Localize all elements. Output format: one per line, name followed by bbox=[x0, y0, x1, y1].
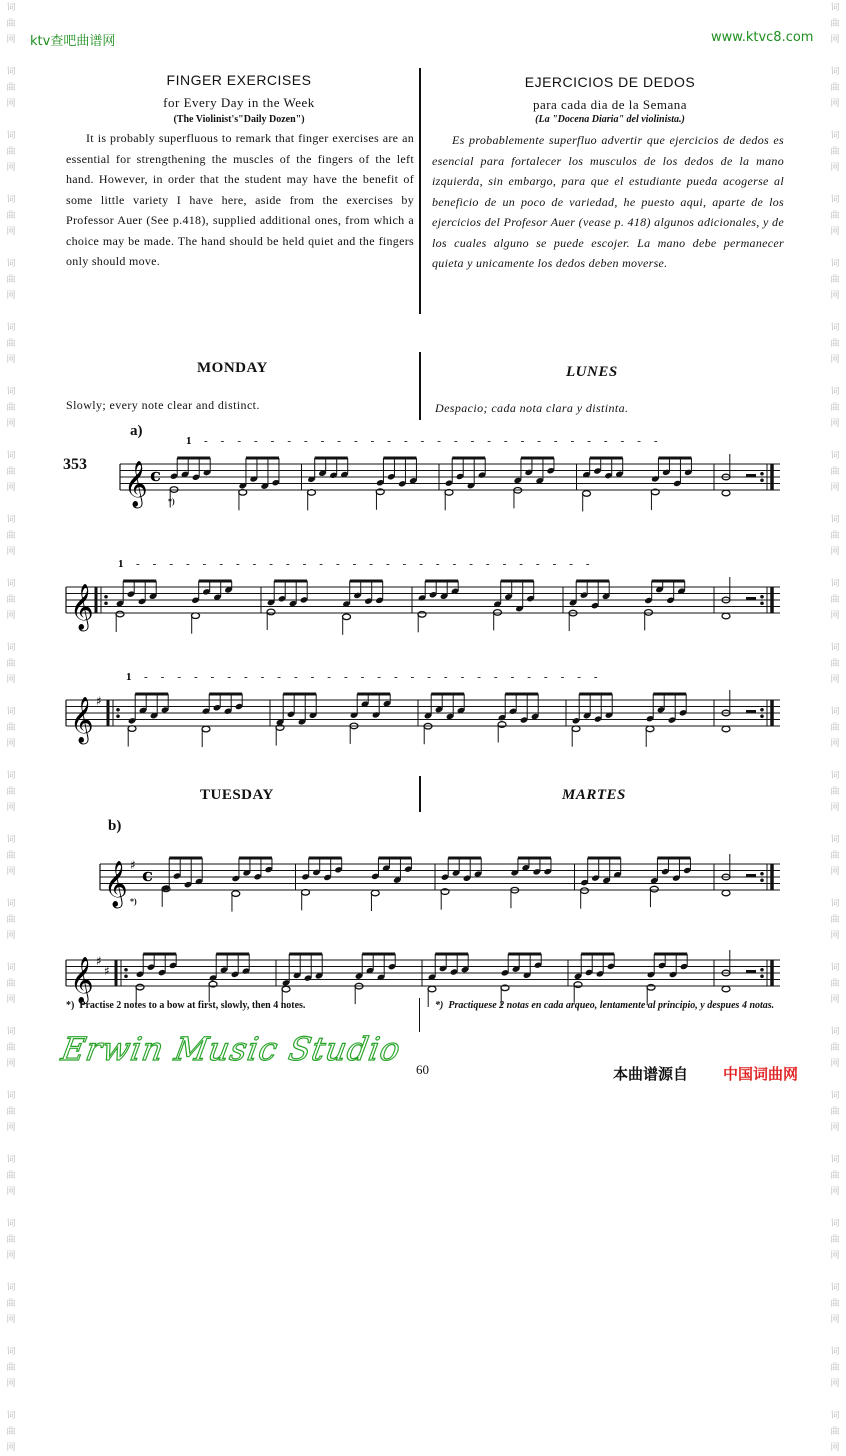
right-watermark: 词 曲 网 词 曲 网 词 曲 网 词 曲 网 词 曲 网 词 曲 网 词 曲 网 词 曲 网 词 曲 网 词 曲 网 词 曲 网 词 曲 网 词 曲 网 词 曲 网 词 曲 网 词 曲 网 词 曲 网 词 曲 网 词 曲 网 词 曲 网 词 曲 网 词 曲 网 词 曲 网 bbox=[830, 3, 840, 1453]
footnote-spanish bbox=[435, 998, 785, 1014]
repeat-dot bbox=[760, 472, 764, 476]
repeat-dot bbox=[760, 708, 764, 712]
staff-3 bbox=[66, 671, 780, 750]
half-note-head bbox=[343, 614, 351, 620]
half-note-head bbox=[282, 986, 290, 992]
half-note-head bbox=[428, 986, 436, 992]
tuesday-heading: TUESDAY bbox=[200, 787, 274, 803]
fingering-dashes: ---------------------------- bbox=[204, 435, 671, 447]
half-note-head bbox=[581, 888, 589, 894]
half-rest-icon bbox=[746, 474, 756, 477]
repeat-dot bbox=[116, 714, 120, 718]
key-sharp-icon: ♯ bbox=[104, 964, 110, 978]
repeat-dot bbox=[760, 878, 764, 882]
english-subtitle: for Every Day in the Week bbox=[163, 95, 315, 110]
half-note-head bbox=[128, 726, 136, 732]
repeat-dot bbox=[760, 601, 764, 605]
spanish-source: (La "Docena Diaria" del violinista.) bbox=[535, 114, 685, 125]
footnote-english-text: Practise 2 notes to a bow at first, slowly, then 4 notes. bbox=[79, 1000, 306, 1011]
half-note-head bbox=[722, 613, 730, 619]
repeat-dot bbox=[760, 974, 764, 978]
english-source: (The Violinist's"Daily Dozen") bbox=[173, 114, 305, 125]
key-sharp-icon: ♯ bbox=[96, 954, 102, 968]
repeat-dot bbox=[116, 708, 120, 712]
half-note-head bbox=[722, 726, 730, 732]
treble-clef-icon: 𝄞 bbox=[70, 584, 94, 630]
half-note-head bbox=[647, 985, 655, 991]
half-note-head bbox=[494, 610, 502, 616]
half-note-head bbox=[572, 726, 580, 732]
column-divider-monday bbox=[419, 352, 421, 420]
half-rest-icon bbox=[746, 597, 756, 600]
section-label-b: b) bbox=[108, 818, 122, 834]
staff-4 bbox=[100, 844, 780, 914]
left-watermark: 词 曲 网 词 曲 网 词 曲 网 词 曲 网 词 曲 网 词 曲 网 词 曲 网 词 曲 网 词 曲 网 词 曲 网 词 曲 网 词 曲 网 词 曲 网 词 曲 网 词 曲 网 词 曲 网 词 曲 网 词 曲 网 词 曲 网 词 曲 网 词 曲 网 词 曲 网 词 曲 网 bbox=[6, 3, 16, 1453]
fingering-dashes: ---------------------------- bbox=[144, 671, 611, 683]
source-site[interactable]: 中国词曲网 bbox=[723, 1065, 799, 1083]
repeat-dot bbox=[760, 595, 764, 599]
footnote-spanish-mark: *) bbox=[435, 1000, 444, 1011]
half-note-head bbox=[371, 890, 379, 896]
half-note-head bbox=[722, 986, 730, 992]
half-note-head bbox=[116, 611, 124, 617]
fingering-dashes: ---------------------------- bbox=[136, 558, 603, 570]
column-divider-top bbox=[419, 68, 421, 314]
fingering-number: 1 bbox=[118, 558, 124, 570]
half-note-head bbox=[418, 612, 426, 618]
half-note-head bbox=[646, 726, 654, 732]
repeat-dot bbox=[124, 974, 128, 978]
english-title: FINGER EXERCISES bbox=[166, 72, 312, 88]
repeat-dot bbox=[760, 968, 764, 972]
fingering-number: 1 bbox=[186, 435, 192, 447]
repeat-dot bbox=[760, 478, 764, 482]
half-note-head bbox=[583, 491, 591, 497]
repeat-dot bbox=[124, 968, 128, 972]
treble-clef-icon: 𝄞 bbox=[70, 957, 94, 1003]
lunes-tempo: Despacio; cada nota clara y distinta. bbox=[435, 401, 629, 415]
repeat-dot bbox=[760, 714, 764, 718]
repeat-dot bbox=[104, 595, 108, 599]
half-rest-icon bbox=[746, 710, 756, 713]
repeat-dot bbox=[104, 601, 108, 605]
key-sharp-icon: ♯ bbox=[96, 694, 102, 708]
spanish-title: EJERCICIOS DE DEDOS bbox=[524, 74, 696, 90]
monday-heading: MONDAY bbox=[197, 360, 268, 376]
staff-1 bbox=[120, 435, 780, 518]
fingering-number: 1 bbox=[126, 671, 132, 683]
time-signature: c bbox=[142, 865, 153, 886]
half-note-head bbox=[650, 886, 658, 892]
exercise-number: 353 bbox=[63, 456, 87, 473]
footnote-mark: *) bbox=[168, 497, 175, 506]
treble-clef-icon: 𝄞 bbox=[70, 697, 94, 743]
staff-2 bbox=[66, 558, 780, 637]
half-rest-icon bbox=[746, 970, 756, 973]
section-label-a: a) bbox=[130, 423, 143, 439]
english-paragraph: It is probably superfluous to remark that finger exercises are an essential for strengthening the muscles of the fingers of the left hand. However, in order that the student may have the benefit of some little variety I have here, aside from the exercises by Professor Auer (See p.418), supplied additional ones, from which a choice may be made. The hand should be held quiet and the fingers only should move. bbox=[66, 131, 414, 268]
martes-heading: MARTES bbox=[562, 787, 626, 803]
source-label: 本曲谱源自 bbox=[613, 1065, 689, 1083]
footnote-english bbox=[66, 998, 406, 1014]
spanish-paragraph: Es probablemente superfluo advertir que ejercicios de dedos es esencial para fortalecer los musculos de los dedos de la mano izquierda, sin embargo, para que el estudiante pueda acogerse al beneficio de un poco de variedad, he puesto aqui, aparte de los ejercicios del Profesor Auer (vease p. 418) algunos adicionales, y de los cuales alguno se puede escojer. La mano debe permanecer quieta y unicamente los dedos deben moverse. bbox=[432, 133, 784, 270]
half-note-head bbox=[722, 890, 730, 896]
footnote-spanish-text: Practiquese 2 notas en cada arqueo, lentamente al principio, y despues 4 notas. bbox=[448, 1000, 775, 1011]
site-link-left[interactable]: ktv查吧曲谱网 bbox=[30, 34, 116, 49]
site-link-right[interactable]: www.ktvc8.com bbox=[711, 30, 814, 45]
studio-logo: Erwin Music Studio bbox=[58, 1030, 404, 1068]
monday-tempo: Slowly; every note clear and distinct. bbox=[66, 398, 260, 412]
time-signature: c bbox=[150, 465, 161, 486]
footnote-mark: *) bbox=[130, 897, 137, 906]
spanish-subtitle: para cada dia de la Semana bbox=[532, 97, 688, 112]
column-divider-tuesday bbox=[419, 776, 421, 812]
key-sharp-icon: ♯ bbox=[130, 858, 136, 872]
half-note-head bbox=[202, 726, 210, 732]
staff-5 bbox=[66, 946, 780, 1006]
lunes-heading: LUNES bbox=[566, 364, 618, 380]
footnote-english-mark: *) bbox=[66, 1000, 75, 1011]
half-note-head bbox=[722, 490, 730, 496]
half-note-head bbox=[192, 613, 200, 619]
treble-clef-icon: 𝄞 bbox=[104, 861, 128, 907]
page-number: 60 bbox=[416, 1062, 429, 1077]
half-note-head bbox=[645, 610, 653, 616]
half-rest-icon bbox=[746, 874, 756, 877]
repeat-dot bbox=[760, 872, 764, 876]
half-note-head bbox=[267, 609, 275, 615]
half-note-head bbox=[574, 982, 582, 988]
half-note-head bbox=[232, 891, 240, 897]
half-note-head bbox=[136, 984, 144, 990]
treble-clef-icon: 𝄞 bbox=[124, 461, 148, 507]
